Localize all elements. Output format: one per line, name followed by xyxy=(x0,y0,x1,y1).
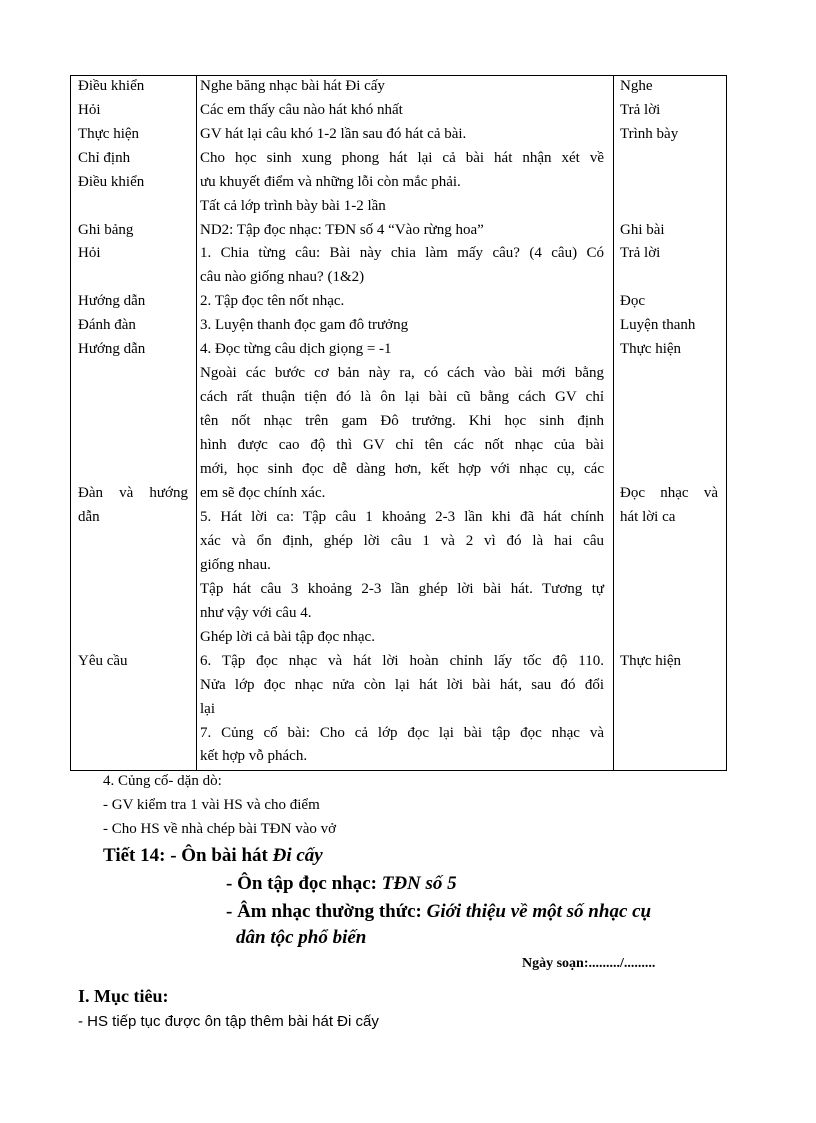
student-action: Thực hiện xyxy=(620,341,682,357)
content-line: 6. Tập đọc nhạc và hát lời hoàn chỉnh lấy tốc độ 110. xyxy=(200,653,604,669)
content-line: kết hợp vỗ phách. xyxy=(200,748,308,764)
content-line: tên nốt nhạc trên gam Đô trưởng. Khi học sinh định xyxy=(200,413,604,429)
preparation-date: Ngày soạn:........./......... xyxy=(522,956,656,971)
teacher-action: Đàn và hướng xyxy=(78,485,188,501)
lesson-subheading: - Âm nhạc thường thức: Giới thiệu về một số nhạc cụ xyxy=(226,901,652,922)
content-line: Các em thấy câu nào hát khó nhất xyxy=(200,102,403,118)
student-action: Nghe xyxy=(620,78,653,94)
teacher-action: Đánh đàn xyxy=(78,317,136,333)
teacher-action: Ghi bảng xyxy=(78,222,134,238)
content-line: ưu khuyết điểm và những lỗi còn mắc phải. xyxy=(200,174,461,190)
student-action: Luyện thanh xyxy=(620,317,696,333)
content-line: Cho học sinh xung phong hát lại cả bài hát nhận xét về xyxy=(200,150,604,166)
content-line: Ghép lời cả bài tập đọc nhạc. xyxy=(200,629,375,645)
content-line: Tất cả lớp trình bày bài 1-2 lần xyxy=(200,198,386,214)
consolidation-item: - GV kiểm tra 1 vài HS và cho điểm xyxy=(103,797,320,813)
content-line: ND2: Tập đọc nhạc: TĐN số 4 “Vào rừng hoa” xyxy=(200,222,484,238)
content-line: lại xyxy=(200,701,215,717)
content-line: câu nào giống nhau? (1&2) xyxy=(200,269,365,285)
teacher-action: Điều khiển xyxy=(78,174,145,190)
student-action: hát lời ca xyxy=(620,509,676,525)
content-line: 7. Củng cố bài: Cho cả lớp đọc lại bài tập đọc nhạc và xyxy=(200,725,604,741)
teacher-action: Hỏi xyxy=(78,102,101,118)
content-line: mới, học sinh đọc dễ dàng hơn, kết hợp với nhạc cụ, các xyxy=(200,461,604,477)
content-line: cách rất thuận tiện đó là ôn lại bài cũ bằng cách GV chỉ xyxy=(200,389,604,405)
teacher-action: Thực hiện xyxy=(78,126,140,142)
section-title: I. Mục tiêu: xyxy=(78,986,169,1006)
content-line: 2. Tập đọc tên nốt nhạc. xyxy=(200,293,345,309)
objective-item: - HS tiếp tục được ôn tập thêm bài hát Đi cấy xyxy=(78,1013,379,1030)
content-line: giống nhau. xyxy=(200,557,271,573)
student-action: Trả lời xyxy=(620,245,661,261)
teacher-action: Chỉ định xyxy=(78,150,131,166)
content-line: Nửa lớp đọc nhạc nửa còn lại hát lời bài hát, sau đó đổi xyxy=(200,677,604,693)
content-line: em sẽ đọc chính xác. xyxy=(200,485,326,501)
content-line: như vậy với câu 4. xyxy=(200,605,312,621)
lesson-subheading: - Ôn tập đọc nhạc: TĐN số 5 xyxy=(226,873,457,894)
student-action: Trình bày xyxy=(620,126,679,142)
teacher-action: Yêu cầu xyxy=(78,653,128,669)
lesson-subheading: dân tộc phổ biến xyxy=(236,927,367,948)
content-line: 5. Hát lời ca: Tập câu 1 khoảng 2-3 lần khi đã hát chính xyxy=(200,509,604,525)
content-line: xác và ổn định, ghép lời câu 1 và 2 vì đó là hai câu xyxy=(200,533,604,549)
student-action: Thực hiện xyxy=(620,653,682,669)
student-action: Đọc xyxy=(620,293,645,309)
teacher-action: Điều khiển xyxy=(78,78,145,94)
teacher-action: Hướng dẫn xyxy=(78,293,146,309)
consolidation-item: - Cho HS về nhà chép bài TĐN vào vở xyxy=(103,821,337,837)
teacher-action: Hướng dẫn xyxy=(78,341,146,357)
content-line: Nghe băng nhạc bài hát Đi cấy xyxy=(200,78,385,94)
student-action: Trả lời xyxy=(620,102,661,118)
content-line: 1. Chia từng câu: Bài này chia làm mấy câu? (4 câu) Có xyxy=(200,245,604,261)
content-line: hình được cao độ thì GV chỉ tên các nốt nhạc của bài xyxy=(200,437,604,453)
teacher-action: Hỏi xyxy=(78,245,101,261)
teacher-action: dẫn xyxy=(78,509,100,525)
content-line: GV hát lại câu khó 1-2 lần sau đó hát cả bài. xyxy=(200,126,467,142)
student-action: Đọc nhạc và xyxy=(620,485,718,501)
content-line: Ngoài các bước cơ bản này ra, có cách vào bài mới bằng xyxy=(200,365,604,381)
student-action: Ghi bài xyxy=(620,222,665,238)
consolidation-title: 4. Củng cố- dặn dò: xyxy=(103,773,222,789)
column-divider xyxy=(196,76,197,770)
content-line: Tập hát câu 3 khoảng 2-3 lần ghép lời bài hát. Tương tự xyxy=(200,581,604,597)
lesson-heading: Tiết 14: - Ôn bài hát Đi cấy xyxy=(103,845,323,866)
column-divider xyxy=(613,76,614,770)
content-line: 3. Luyện thanh đọc gam đô trưởng xyxy=(200,317,409,333)
content-line: 4. Đọc từng câu dịch giọng = -1 xyxy=(200,341,392,357)
